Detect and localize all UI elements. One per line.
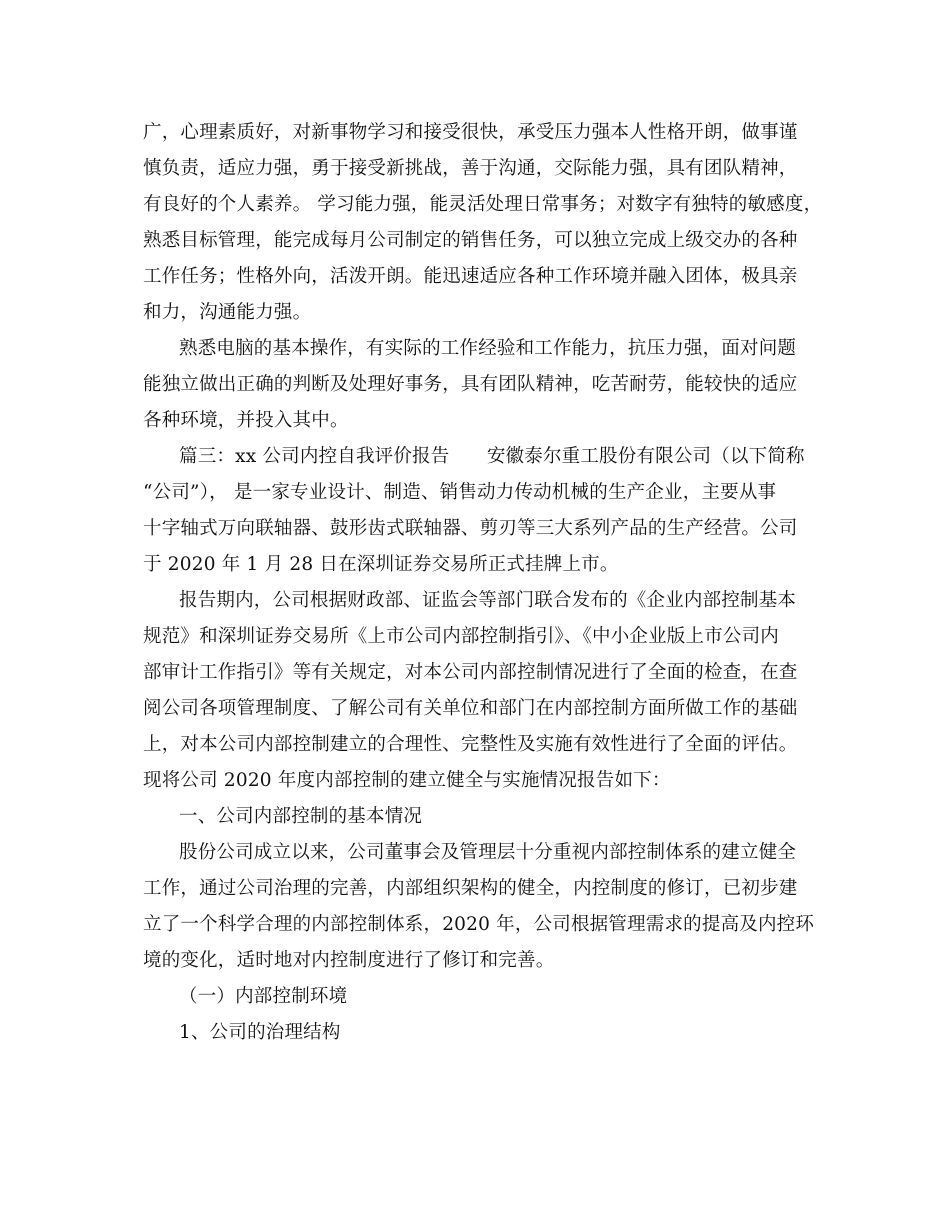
paragraph-line: 阅公司各项管理制度、了解公司有关单位和部门在内部控制方面所做工作的基础 [143, 698, 798, 719]
paragraph-line: 规范》和深圳证券交易所《上市公司内部控制指引》、《中小企业版上市公司内 [143, 626, 780, 647]
paragraph-line: 部审计工作指引》等有关规定，对本公司内部控制情况进行了全面的检查，在查 [143, 662, 798, 683]
paragraph-line: 和力，沟通能力强。 [143, 302, 312, 323]
paragraph-line: 广，心理素质好，对新事物学习和接受很快，承受压力强本人性格开朗，做事谨 [143, 122, 798, 143]
paragraph-line: 熟悉目标管理，能完成每月公司制定的销售任务，可以独立完成上级交办的各种 [143, 230, 798, 251]
paragraph-line: 能独立做出正确的判断及处理好事务，具有团队精神，吃苦耐劳，能较快的适应 [143, 374, 798, 395]
paragraph-line: 工作任务；性格外向，活泼开朗。能迅速适应各种工作环境并融入团体，极具亲 [143, 266, 798, 287]
paragraph-line: 现将公司 2020 年度内部控制的建立健全与实施情况报告如下： [143, 770, 671, 791]
paragraph-line: 十字轴式万向联轴器、鼓形齿式联轴器、剪刃等三大系列产品的生产经营。公司 [143, 518, 798, 539]
subsection-heading: 1、公司的治理结构 [179, 1022, 341, 1043]
paragraph-line: 有良好的个人素养。 学习能力强，能灵活处理日常事务；对数字有独特的敏感度， [143, 194, 823, 215]
paragraph-line: 上，对本公司内部控制建立的合理性、完整性及实施有效性进行了全面的评估。 [143, 734, 798, 755]
paragraph-line: 报告期内，公司根据财政部、证监会等部门联合发布的《企业内部控制基本 [179, 590, 797, 611]
paragraph-line: 境的变化，适时地对内控制度进行了修订和完善。 [143, 950, 555, 971]
paragraph-line: 立了一个科学合理的内部控制体系，2020 年，公司根据管理需求的提高及内控环 [143, 914, 815, 935]
paragraph-line: “公司”）， 是一家专业设计、制造、销售动力传动机械的生产企业，主要从事 [143, 482, 777, 503]
paragraph-line: 工作，通过公司治理的完善，内部组织架构的健全，内控制度的修订，已初步建 [143, 878, 798, 899]
section-heading-line: 篇三：xx 公司内控自我评价报告 安徽泰尔重工股份有限公司（以下简称 [179, 446, 805, 467]
paragraph-line: 于 2020 年 1 月 28 日在深圳证券交易所正式挂牌上市。 [143, 554, 619, 575]
paragraph-line: 熟悉电脑的基本操作，有实际的工作经验和工作能力，抗压力强，面对问题 [179, 338, 797, 359]
subsection-heading: 一、公司内部控制的基本情况 [179, 806, 423, 827]
paragraph-line: 各种环境，并投入其中。 [143, 410, 349, 431]
paragraph-line: 慎负责，适应力强，勇于接受新挑战，善于沟通，交际能力强，具有团队精神， [143, 158, 798, 179]
subsection-heading: （一）内部控制环境 [179, 986, 348, 1007]
paragraph-line: 股份公司成立以来，公司董事会及管理层十分重视内部控制体系的建立健全 [179, 842, 797, 863]
